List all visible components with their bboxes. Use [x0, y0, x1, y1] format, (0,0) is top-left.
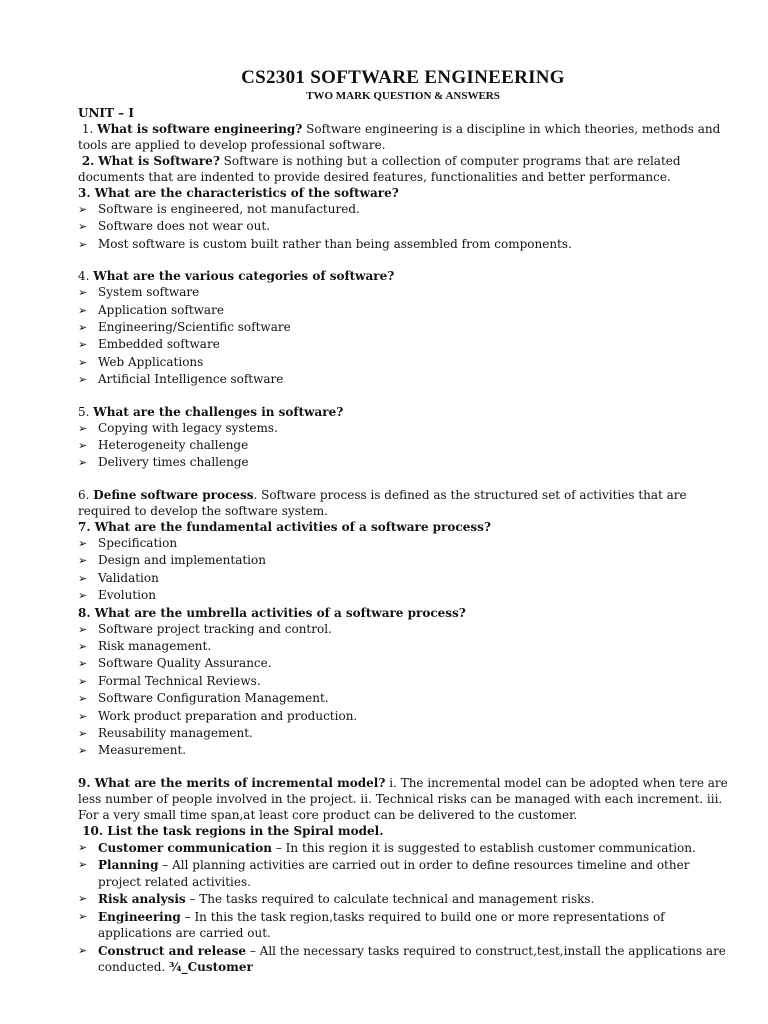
list-item	[78, 708, 728, 725]
question-2	[78, 153, 728, 185]
list-item-text: Reusability management.	[98, 725, 253, 740]
question-8: 8. What are the umbrella activities of a software process?	[78, 605, 466, 620]
arrow-bullet-icon: ➢	[78, 220, 88, 234]
list-item-text: Customer communication – In this region it is suggested to establish customer communication.	[98, 840, 696, 855]
list-item-text: Engineering/Scientific software	[98, 320, 291, 335]
arrow-bullet-icon: ➢	[78, 456, 88, 470]
list-item-text: Software Configuration Management.	[98, 691, 329, 706]
list-item-text: Embedded software	[98, 337, 220, 352]
arrow-bullet-icon: ➢	[78, 909, 88, 923]
list-item	[78, 319, 728, 336]
list-item-text: Software is engineered, not manufactured.	[98, 202, 360, 216]
arrow-bullet-icon: ➢	[78, 421, 88, 435]
list-item	[78, 655, 728, 672]
list-item	[78, 891, 728, 908]
answer-1: Software engineering is a discipline in which theories, methods and tools are applied to develop professional software.	[78, 122, 721, 152]
list-item	[78, 371, 728, 388]
list-item-text: Most software is custom built rather than being assembled from components.	[98, 236, 572, 251]
list-item-text: Planning – All planning activities are carried out in order to define resources timeline and other project related activities.	[98, 858, 690, 889]
arrow-bullet-icon: ➢	[78, 355, 88, 369]
list-item	[78, 690, 728, 707]
arrow-bullet-icon: ➢	[78, 303, 88, 317]
question-10	[78, 823, 728, 839]
arrow-bullet-icon: ➢	[78, 439, 88, 453]
arrow-bullet-icon: ➢	[78, 943, 88, 957]
list-item-term: Risk analysis	[98, 892, 186, 907]
list-item	[78, 552, 728, 569]
list-q5	[78, 420, 728, 472]
list-item	[78, 201, 728, 218]
list-item-text: Risk analysis – The tasks required to calculate technical and management risks.	[98, 892, 595, 907]
list-item	[78, 535, 728, 552]
question-6	[78, 487, 728, 519]
arrow-bullet-icon: ➢	[78, 286, 88, 300]
arrow-bullet-icon: ➢	[78, 858, 88, 872]
arrow-bullet-icon: ➢	[78, 622, 88, 636]
question-2-text: What is Software?	[98, 154, 220, 168]
list-item	[78, 673, 728, 690]
list-item	[78, 354, 728, 371]
arrow-bullet-icon: ➢	[78, 692, 88, 706]
list-item	[78, 725, 728, 742]
arrow-bullet-icon: ➢	[78, 589, 88, 603]
list-q4	[78, 284, 728, 388]
answer-9: i. The incremental model can be adopted when tere are less number of people involved in the project. ii. Technical risks can be managed with each increment. iii. For a very small time span,at least core product can be delivered to the customer.	[78, 775, 728, 822]
arrow-bullet-icon: ➢	[78, 373, 88, 387]
list-item-text: Web Applications	[98, 354, 204, 369]
list-item-text: Engineering – In this the task region,tasks required to build one or more representations of applications are carried out.	[98, 909, 665, 941]
list-item-text: Software does not wear out.	[98, 219, 271, 234]
list-item	[78, 857, 728, 890]
list-item-term: Construct and release	[98, 943, 247, 958]
arrow-bullet-icon: ➢	[78, 709, 88, 723]
question-4-text: What are the various categories of software?	[93, 269, 395, 284]
list-q10	[78, 840, 728, 976]
question-4	[78, 268, 728, 284]
list-item	[78, 943, 728, 976]
question-9-text: 9. What are the merits of incremental model?	[78, 775, 386, 790]
question-6-text: Define software process	[93, 487, 254, 502]
list-item-text: Artificial Intelligence software	[98, 372, 284, 387]
list-item	[78, 840, 728, 857]
arrow-bullet-icon: ➢	[78, 203, 88, 216]
list-item	[78, 218, 728, 235]
list-item-text: Delivery times challenge	[98, 455, 249, 470]
question-10-text: 10. List the task regions in the Spiral model.	[82, 823, 384, 838]
list-item-text: Measurement.	[98, 743, 187, 758]
list-item	[78, 621, 728, 638]
arrow-bullet-icon: ➢	[78, 639, 88, 653]
list-item	[78, 587, 728, 604]
question-7: 7. What are the fundamental activities of a software process?	[78, 519, 491, 534]
list-item-text: System software	[98, 285, 200, 300]
document-subtitle: TWO MARK QUESTION & ANSWERS	[306, 90, 500, 102]
list-q7	[78, 535, 728, 605]
list-item-text: Formal Technical Reviews.	[98, 673, 261, 688]
list-item-text: Copying with legacy systems.	[98, 420, 278, 435]
list-item-text: Validation	[98, 570, 159, 585]
question-1-text: What is software engineering?	[97, 122, 303, 136]
question-9	[78, 775, 728, 823]
list-item-term: Customer communication	[98, 840, 273, 855]
list-item-text: Risk management.	[98, 638, 212, 653]
list-item-tail: ¾_Customer	[169, 960, 253, 975]
arrow-bullet-icon: ➢	[78, 840, 88, 854]
document-title: CS2301 SOFTWARE ENGINEERING	[241, 67, 565, 88]
question-5-number: 5.	[78, 404, 90, 419]
answer-6: . Software process is defined as the structured set of activities that are required to develop the software system.	[78, 487, 687, 518]
list-item-text: Heterogeneity challenge	[98, 438, 249, 453]
question-1-number: 1.	[81, 122, 94, 136]
list-item-text: Application software	[98, 302, 224, 317]
arrow-bullet-icon: ➢	[78, 321, 88, 335]
question-5	[78, 404, 728, 420]
list-item	[78, 284, 728, 301]
list-item	[78, 420, 728, 437]
question-5-text: What are the challenges in software?	[93, 404, 344, 419]
question-6-number: 6.	[78, 487, 90, 502]
arrow-bullet-icon: ➢	[78, 674, 88, 688]
list-item	[78, 302, 728, 319]
list-item-text: Software Quality Assurance.	[98, 656, 272, 671]
question-1	[78, 121, 728, 153]
list-item-text: Construct and release – All the necessary tasks required to construct,test,install the applications are conducted. ¾_Customer	[98, 943, 726, 975]
arrow-bullet-icon: ➢	[78, 554, 88, 568]
question-3: 3. What are the characteristics of the software?	[78, 186, 399, 200]
list-q3	[78, 201, 728, 253]
list-item	[78, 570, 728, 587]
question-4-number: 4.	[78, 269, 90, 284]
list-item	[78, 909, 728, 942]
list-item-term: Planning	[98, 858, 159, 873]
list-item-text: Specification	[98, 535, 178, 550]
list-item	[78, 437, 728, 454]
list-item-text: Work product preparation and production.	[98, 708, 358, 723]
arrow-bullet-icon: ➢	[78, 892, 88, 906]
list-item	[78, 236, 728, 253]
answer-2: Software is nothing but a collection of computer programs that are related documents that are indented to provide desired features, functionalities and better performance.	[78, 154, 681, 184]
arrow-bullet-icon: ➢	[78, 338, 88, 352]
list-item	[78, 454, 728, 471]
list-item-text: Software project tracking and control.	[98, 621, 332, 636]
list-item	[78, 742, 728, 759]
list-item	[78, 336, 728, 353]
arrow-bullet-icon: ➢	[78, 237, 88, 251]
list-item-text: Evolution	[98, 588, 156, 603]
arrow-bullet-icon: ➢	[78, 726, 88, 740]
document-page	[78, 66, 728, 976]
arrow-bullet-icon: ➢	[78, 657, 88, 671]
list-item	[78, 638, 728, 655]
arrow-bullet-icon: ➢	[78, 744, 88, 758]
arrow-bullet-icon: ➢	[78, 571, 88, 585]
list-q8	[78, 621, 728, 760]
list-item-text: Design and implementation	[98, 553, 266, 568]
arrow-bullet-icon: ➢	[78, 536, 88, 550]
unit-heading: UNIT – I	[78, 106, 134, 120]
list-item-term: Engineering	[98, 909, 181, 924]
question-2-number: 2.	[81, 154, 95, 168]
